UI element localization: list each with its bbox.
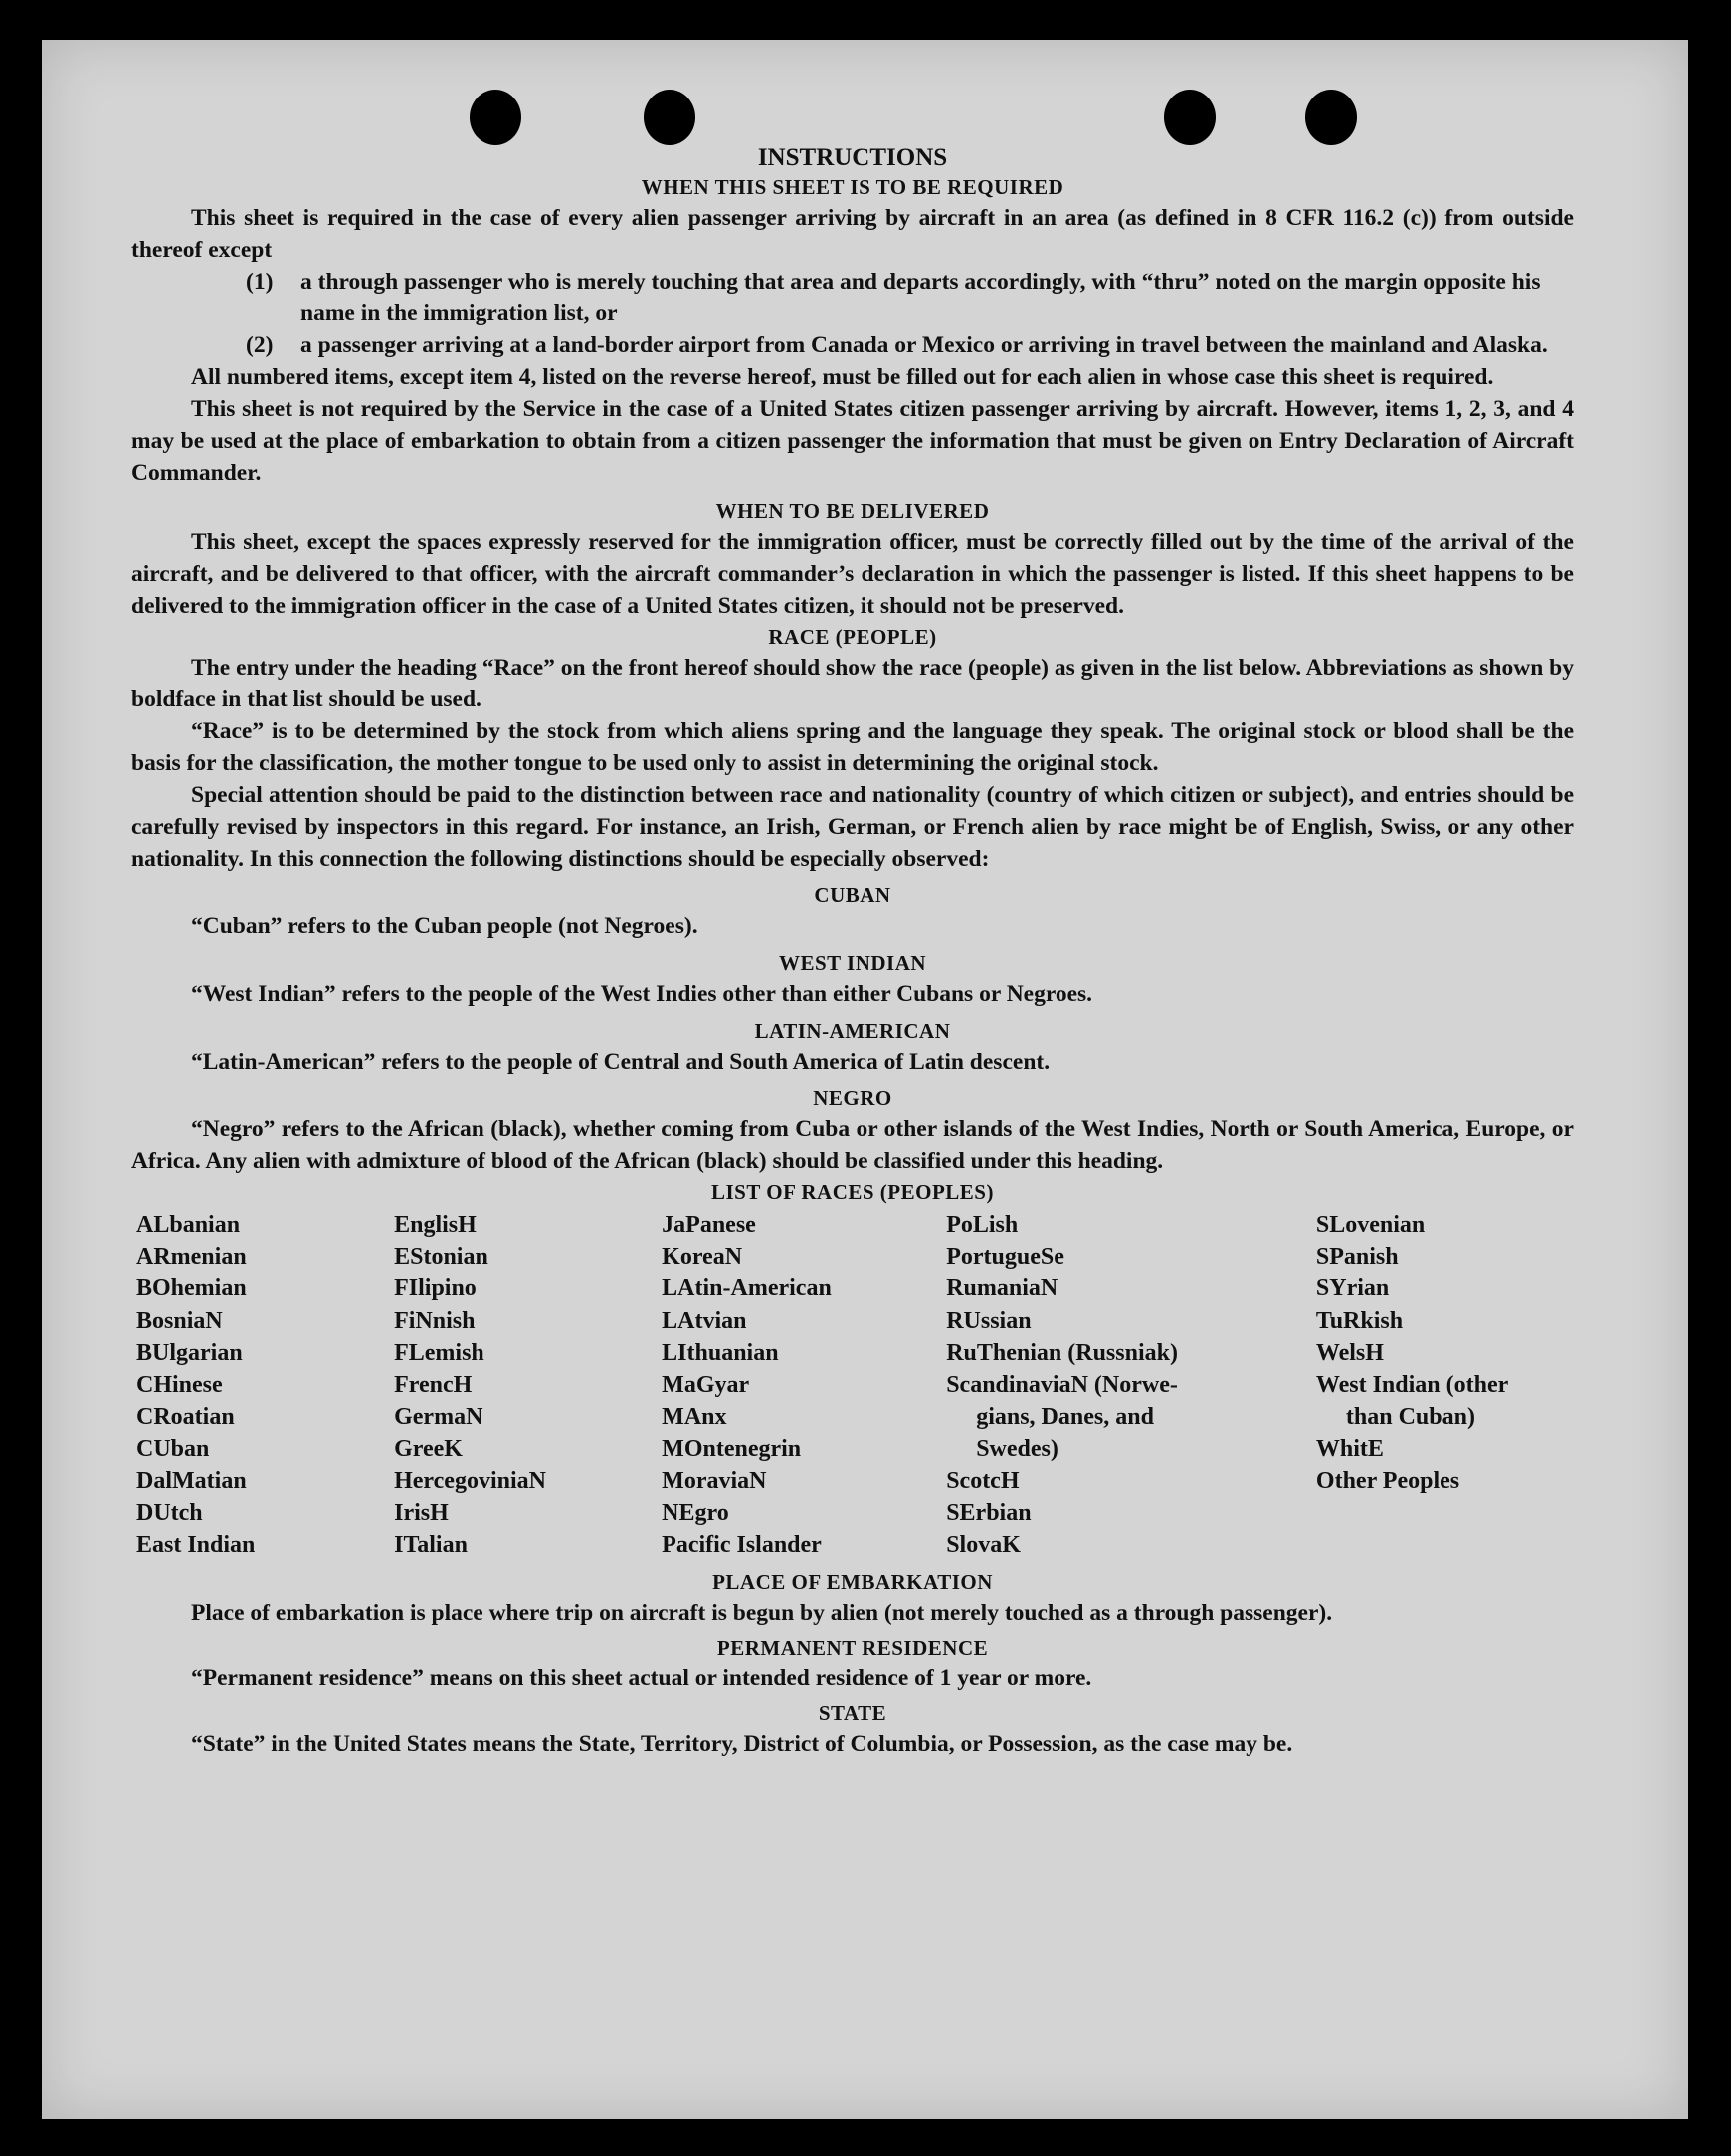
race-paragraph: Special attention should be paid to the distinction between race and nationality (country of which citizen or subject), and entries should be carefully revised by inspectors in this regard. For instance, an Irish, German, or French alien by race might be of English, Swiss, or any other nationality. In this connection the following distinctions should be especially observed: [131,782,1574,872]
race-entry: MaGyar [662,1372,750,1399]
when-delivered-heading: WHEN TO BE DELIVERED [715,499,990,523]
race-entry: LAtvian [662,1307,747,1334]
race-entry: IrisH [394,1499,449,1526]
exception-text: a through passenger who is merely touching that area and departs accordingly, with “thru” noted on the margin opposite his name in the immigration list, or [300,269,1541,326]
race-entry: NEgro [662,1499,729,1526]
punch-hole [1305,90,1357,145]
race-entry: TuRkish [1315,1307,1404,1334]
race-entry: EnglisH [394,1212,477,1238]
race-entry: gians, Danes, and [976,1404,1154,1431]
race-entry: DUtch [136,1499,203,1526]
numbered-items-paragraph: All numbered items, except item 4, listed on the reverse hereof, must be filled out for each alien in whose case this sheet is required. [191,364,1494,390]
race-entry: SLovenian [1315,1212,1426,1238]
residence-heading: PERMANENT RESIDENCE [716,1636,989,1661]
when-delivered-text: This sheet, except the spaces expressly reserved for the immigration officer, must be correctly filled out by the time of the arrival of the aircraft, and be delivered to that officer, with the aircraft commander’s declaration in which the passenger is listed. If this sheet happens to be delivered to the immigration officer in the case of a United States citizen, it should not be preserved. [131,529,1574,619]
race-entry: RUssian [946,1307,1032,1334]
race-entry: SPanish [1315,1244,1399,1271]
negro-text: “Negro” refers to the African (black), whether coming from Cuba or other islands of the West Indies, North or South America, Europe, or Africa. Any alien with admixture of blood of the African (black) should be classified under this heading. [131,1116,1574,1174]
cuban-text: “Cuban” refers to the Cuban people (not Negroes). [191,913,698,939]
race-heading: RACE (PEOPLE) [768,625,937,649]
punch-hole [1164,90,1216,145]
exception-number: (2) [246,332,274,358]
race-entry: WhitE [1315,1436,1384,1463]
race-entry: PoLish [946,1212,1019,1238]
document-sheet [42,40,1688,2119]
race-entry: EStonian [394,1244,488,1271]
punch-hole [644,90,695,145]
race-column [394,1209,662,1561]
race-entry: ALbanian [136,1212,241,1238]
race-entry: SlovaK [946,1532,1021,1559]
race-entry: MAnx [662,1404,727,1431]
race-entry: GreeK [394,1436,463,1463]
race-column [662,1209,946,1561]
race-entry: SYrian [1315,1275,1390,1302]
race-entry: FiNnish [394,1307,476,1334]
citizen-paragraph: This sheet is not required by the Service in the case of a United States citizen passenger arriving by aircraft. However, items 1, 2, 3, and 4 may be used at the place of embarkation to obtain from a citizen passenger the information that must be given on Entry Declaration of Aircraft Commander. [131,396,1574,486]
race-entry: MOntenegrin [662,1436,802,1463]
race-entry: ITalian [394,1532,468,1559]
when-required-heading: WHEN THIS SHEET IS TO BE REQUIRED [641,175,1064,199]
race-entry: CRoatian [136,1404,235,1431]
race-entry: RuThenian (Russniak) [946,1339,1178,1366]
state-text: “State” in the United States means the State, Territory, District of Columbia, or Possession, as the case may be. [191,1731,1293,1758]
race-entry: RumaniaN [946,1275,1058,1302]
race-entry: ScandinaviaN (Norwe- [946,1372,1178,1399]
race-entry: SErbian [946,1499,1032,1526]
race-entry: DalMatian [136,1468,247,1494]
state-heading: STATE [818,1701,887,1726]
embarkation-text: Place of embarkation is place where trip on aircraft is begun by alien (not merely touched as a through passenger). [191,1600,1333,1627]
negro-heading: NEGRO [813,1086,892,1110]
race-entry: WelsH [1315,1339,1384,1366]
race-entry: East Indian [136,1532,256,1559]
race-entry: BUlgarian [136,1339,243,1366]
race-entry: ScotcH [946,1468,1020,1494]
punch-hole [470,90,521,145]
race-entry: ARmenian [136,1244,247,1271]
race-entry: PortugueSe [946,1244,1064,1271]
race-column [1316,1209,1574,1561]
race-entry: CHinese [136,1372,223,1399]
race-list [136,1209,1574,1561]
race-entry: GermaN [394,1404,483,1431]
race-entry: HercegoviniaN [394,1468,546,1494]
race-entry: FIlipino [394,1275,477,1302]
race-entry: Other Peoples [1315,1468,1460,1494]
race-list-heading: LIST OF RACES (PEOPLES) [711,1180,994,1204]
race-entry: than Cuban) [1345,1404,1475,1431]
race-entry: BosniaN [136,1307,223,1334]
race-entry: Pacific Islander [662,1532,822,1559]
race-entry: CUban [136,1436,210,1463]
race-column [136,1209,394,1561]
exception-number: (1) [246,269,274,294]
exception-text: a passenger arriving at a land-border airport from Canada or Mexico or arriving in travel between the mainland and Alaska. [300,332,1548,358]
race-entry: JaPanese [662,1212,756,1238]
exception-item [246,266,1574,329]
when-required-intro: This sheet is required in the case of every alien passenger arriving by aircraft in an area (as defined in 8 CFR 116.2 (c)) from outside thereof except [131,205,1574,263]
race-entry: Swedes) [976,1436,1058,1463]
instructions-body [131,144,1574,1760]
race-entry: KoreaN [662,1244,743,1271]
west-indian-heading: WEST INDIAN [778,951,927,975]
west-indian-text: “West Indian” refers to the people of the West Indies other than either Cubans or Negroes. [191,981,1093,1007]
race-column [946,1209,1316,1561]
race-entry: FrencH [394,1372,473,1399]
race-entry: LIthuanian [662,1339,779,1366]
instructions-title: INSTRUCTIONS [757,144,948,171]
race-entry: FLemish [394,1339,484,1366]
latin-american-heading: LATIN-AMERICAN [754,1019,951,1043]
race-entry: West Indian (other [1315,1372,1509,1399]
race-paragraph: “Race” is to be determined by the stock from which aliens spring and the language they speak. The original stock or blood shall be the basis for the classification, the mother tongue to be used only to assist in determining the original stock. [131,718,1574,776]
race-entry: LAtin-American [662,1275,832,1302]
embarkation-heading: PLACE OF EMBARKATION [712,1570,993,1595]
latin-american-text: “Latin-American” refers to the people of Central and South America of Latin descent. [191,1049,1051,1075]
race-entry: BOhemian [136,1275,247,1302]
residence-text: “Permanent residence” means on this sheet actual or intended residence of 1 year or more. [191,1666,1092,1692]
race-paragraph: The entry under the heading “Race” on the front hereof should show the race (people) as given in the list below. Abbreviations as shown by boldface in that list should be used. [131,655,1574,712]
exception-item [246,329,1574,361]
cuban-heading: CUBAN [814,883,891,907]
race-entry: MoraviaN [662,1468,767,1494]
